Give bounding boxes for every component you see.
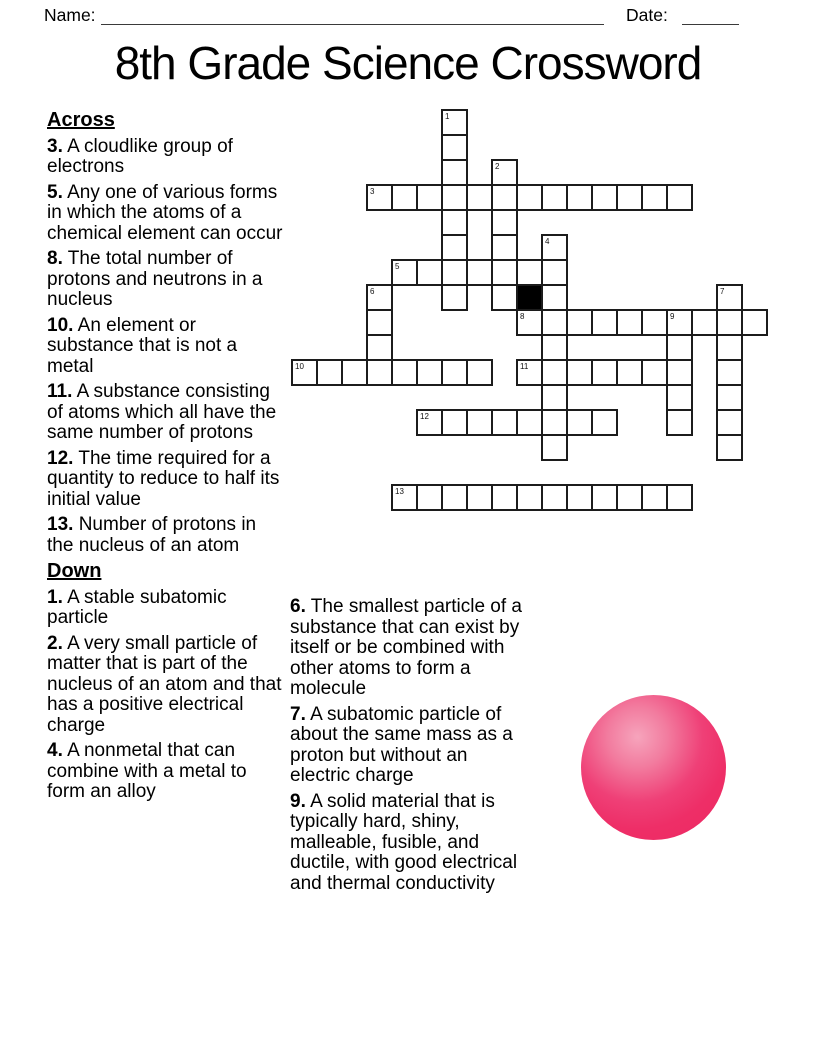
grid-cell-r10c1[interactable] <box>316 359 343 386</box>
grid-black-cell <box>516 284 543 311</box>
grid-cell-r15c9[interactable] <box>516 484 543 511</box>
down-heading: Down <box>47 560 102 582</box>
clue-number: 4. <box>47 740 63 761</box>
across-clue-list <box>47 137 286 557</box>
grid-cell-r5c6[interactable] <box>441 234 468 261</box>
clue-text: Number of protons in the nucleus of an atom <box>47 514 257 556</box>
clue-number: 3. <box>47 135 63 157</box>
grid-cell-r2c6[interactable] <box>441 159 468 186</box>
cell-number-7: 7 <box>720 287 725 296</box>
grid-cell-r10c4[interactable] <box>391 359 418 386</box>
grid-cell-r15c12[interactable] <box>591 484 618 511</box>
clue-text: A subatomic particle of about the same mass as a proton but without an electric charge <box>290 703 513 786</box>
grid-cell-r3c15[interactable] <box>666 184 693 211</box>
clue-number: 2. <box>47 632 63 654</box>
clue-number: 1. <box>47 586 63 608</box>
grid-cell-r10c3[interactable] <box>366 359 393 386</box>
cell-number-1: 1 <box>445 112 450 121</box>
grid-cell-r3c5[interactable] <box>416 184 443 211</box>
name-label: Name: <box>44 5 96 25</box>
grid-cell-r7c17[interactable] <box>716 284 743 311</box>
clue-text: The time required for a quantity to reduce to half its initial value <box>47 447 280 510</box>
grid-cell-r10c9[interactable] <box>516 359 543 386</box>
clue-1 <box>47 588 286 629</box>
grid-cell-r12c12[interactable] <box>591 409 618 436</box>
clue-text: A substance consisting of atoms which all have the same number of protons <box>47 381 277 443</box>
grid-cell-r11c15[interactable] <box>666 384 693 411</box>
grid-cell-r3c14[interactable] <box>641 184 668 211</box>
grid-cell-r8c15[interactable] <box>666 309 693 336</box>
clue-9 <box>290 792 526 895</box>
clue-text: A solid material that is typically hard, shiny, malleable, fusible, and ductile, with good electrical and thermal conductivity <box>290 790 518 894</box>
grid-cell-r6c8[interactable] <box>491 259 518 286</box>
clue-number: 9. <box>290 790 306 812</box>
grid-cell-r10c11[interactable] <box>566 359 593 386</box>
cell-number-9: 9 <box>670 312 675 321</box>
clue-11 <box>47 382 286 444</box>
grid-cell-r6c5[interactable] <box>416 259 443 286</box>
clue-3 <box>47 137 286 178</box>
clue-number: 5. <box>47 181 63 203</box>
grid-cell-r8c10[interactable] <box>541 309 568 336</box>
grid-cell-r9c15[interactable] <box>666 334 693 361</box>
grid-cell-r15c15[interactable] <box>666 484 693 511</box>
grid-cell-r15c13[interactable] <box>616 484 643 511</box>
clue-8 <box>47 249 286 311</box>
grid-cell-r11c17[interactable] <box>716 384 743 411</box>
grid-cell-r15c7[interactable] <box>466 484 493 511</box>
clue-12 <box>47 449 286 511</box>
down-clue-list-right <box>290 597 526 894</box>
grid-cell-r12c8[interactable] <box>491 409 518 436</box>
grid-cell-r3c12[interactable] <box>591 184 618 211</box>
cell-number-12: 12 <box>420 412 429 421</box>
cell-number-5: 5 <box>395 262 400 271</box>
grid-cell-r6c6[interactable] <box>441 259 468 286</box>
grid-cell-r8c18[interactable] <box>741 309 768 336</box>
grid-cell-r15c14[interactable] <box>641 484 668 511</box>
cell-number-4: 4 <box>545 237 550 246</box>
name-input-line[interactable] <box>101 5 604 25</box>
grid-cell-r10c2[interactable] <box>341 359 368 386</box>
grid-cell-r12c10[interactable] <box>541 409 568 436</box>
grid-cell-r3c9[interactable] <box>516 184 543 211</box>
grid-cell-r8c14[interactable] <box>641 309 668 336</box>
grid-cell-r3c3[interactable] <box>366 184 393 211</box>
grid-cell-r5c10[interactable] <box>541 234 568 261</box>
grid-cell-r10c14[interactable] <box>641 359 668 386</box>
clue-text: A stable subatomic particle <box>47 586 227 628</box>
grid-cell-r3c7[interactable] <box>466 184 493 211</box>
right-clue-column <box>290 597 526 899</box>
clue-text: An element or substance that is not a metal <box>47 314 238 377</box>
grid-cell-r15c6[interactable] <box>441 484 468 511</box>
across-heading: Across <box>47 109 115 131</box>
grid-cell-r7c10[interactable] <box>541 284 568 311</box>
grid-cell-r10c12[interactable] <box>591 359 618 386</box>
clue-text: A very small particle of matter that is part of the nucleus of an atom and that has a positive electrical charge <box>47 632 282 736</box>
grid-cell-r9c3[interactable] <box>366 334 393 361</box>
clue-text: The smallest particle of a substance that can exist by itself or be combined with other atoms to form a molecule <box>290 596 522 699</box>
grid-cell-r9c10[interactable] <box>541 334 568 361</box>
grid-cell-r12c17[interactable] <box>716 409 743 436</box>
clue-10 <box>47 316 286 378</box>
clue-number: 11. <box>47 381 73 402</box>
grid-cell-r11c10[interactable] <box>541 384 568 411</box>
grid-cell-r2c8[interactable] <box>491 159 518 186</box>
cell-number-3: 3 <box>370 187 375 196</box>
cell-number-2: 2 <box>495 162 500 171</box>
grid-cell-r6c7[interactable] <box>466 259 493 286</box>
date-label: Date: <box>626 5 668 25</box>
grid-cell-r13c17[interactable] <box>716 434 743 461</box>
cell-number-13: 13 <box>395 487 404 496</box>
grid-cell-r3c13[interactable] <box>616 184 643 211</box>
date-input-line[interactable] <box>682 5 739 25</box>
clue-7 <box>290 705 526 787</box>
grid-cell-r6c4[interactable] <box>391 259 418 286</box>
grid-cell-r10c17[interactable] <box>716 359 743 386</box>
down-clue-list-left <box>47 588 286 803</box>
grid-cell-r3c4[interactable] <box>391 184 418 211</box>
grid-cell-r15c11[interactable] <box>566 484 593 511</box>
grid-cell-r4c6[interactable] <box>441 209 468 236</box>
clue-6 <box>290 597 526 700</box>
cell-number-6: 6 <box>370 287 375 296</box>
clue-number: 8. <box>47 248 63 269</box>
grid-cell-r12c6[interactable] <box>441 409 468 436</box>
clue-number: 10. <box>47 314 74 336</box>
cell-number-8: 8 <box>520 312 525 321</box>
clue-text: A cloudlike group of electrons <box>47 135 233 177</box>
grid-cell-r10c5[interactable] <box>416 359 443 386</box>
page-title: 8th Grade Science Crossword <box>114 37 702 89</box>
clue-number: 6. <box>290 596 306 617</box>
cell-number-11: 11 <box>520 362 529 371</box>
grid-cell-r12c11[interactable] <box>566 409 593 436</box>
pink-sphere-image <box>581 695 726 840</box>
grid-cell-r10c10[interactable] <box>541 359 568 386</box>
grid-cell-r15c4[interactable] <box>391 484 418 511</box>
grid-cell-r10c0[interactable] <box>291 359 318 386</box>
grid-cell-r15c5[interactable] <box>416 484 443 511</box>
grid-cell-r15c8[interactable] <box>491 484 518 511</box>
clue-number: 12. <box>47 447 74 469</box>
grid-cell-r3c10[interactable] <box>541 184 568 211</box>
clue-4 <box>47 741 286 803</box>
grid-cell-r7c6[interactable] <box>441 284 468 311</box>
grid-cell-r12c5[interactable] <box>416 409 443 436</box>
grid-cell-r8c3[interactable] <box>366 309 393 336</box>
grid-cell-r7c3[interactable] <box>366 284 393 311</box>
grid-cell-r12c15[interactable] <box>666 409 693 436</box>
grid-cell-r3c11[interactable] <box>566 184 593 211</box>
grid-cell-r13c10[interactable] <box>541 434 568 461</box>
grid-cell-r3c6[interactable] <box>441 184 468 211</box>
clue-text: A nonmetal that can combine with a metal to form an alloy <box>47 740 247 802</box>
grid-cell-r9c17[interactable] <box>716 334 743 361</box>
clue-13 <box>47 515 286 556</box>
grid-cell-r10c13[interactable] <box>616 359 643 386</box>
grid-cell-r10c15[interactable] <box>666 359 693 386</box>
grid-cell-r15c10[interactable] <box>541 484 568 511</box>
grid-cell-r6c9[interactable] <box>516 259 543 286</box>
grid-cell-r8c9[interactable] <box>516 309 543 336</box>
crossword-grid <box>291 109 769 512</box>
clue-number: 7. <box>290 703 306 725</box>
grid-cell-r10c6[interactable] <box>441 359 468 386</box>
grid-cell-r5c8[interactable] <box>491 234 518 261</box>
grid-cell-r3c8[interactable] <box>491 184 518 211</box>
clue-text: The total number of protons and neutrons in a nucleus <box>47 248 263 310</box>
grid-cell-r8c12[interactable] <box>591 309 618 336</box>
grid-cell-r4c8[interactable] <box>491 209 518 236</box>
grid-cell-r0c6[interactable] <box>441 109 468 136</box>
grid-cell-r8c16[interactable] <box>691 309 718 336</box>
grid-cell-r7c8[interactable] <box>491 284 518 311</box>
clue-5 <box>47 183 286 245</box>
clue-number: 13. <box>47 514 74 535</box>
grid-cell-r12c7[interactable] <box>466 409 493 436</box>
grid-cell-r8c13[interactable] <box>616 309 643 336</box>
grid-cell-r1c6[interactable] <box>441 134 468 161</box>
cell-number-10: 10 <box>295 362 304 371</box>
grid-cell-r8c11[interactable] <box>566 309 593 336</box>
clue-text: Any one of various forms in which the atoms of a chemical element can occur <box>47 181 283 244</box>
clue-2 <box>47 634 286 737</box>
grid-cell-r10c7[interactable] <box>466 359 493 386</box>
grid-cell-r8c17[interactable] <box>716 309 743 336</box>
grid-cell-r6c10[interactable] <box>541 259 568 286</box>
left-clue-column <box>47 110 286 808</box>
grid-cell-r12c9[interactable] <box>516 409 543 436</box>
